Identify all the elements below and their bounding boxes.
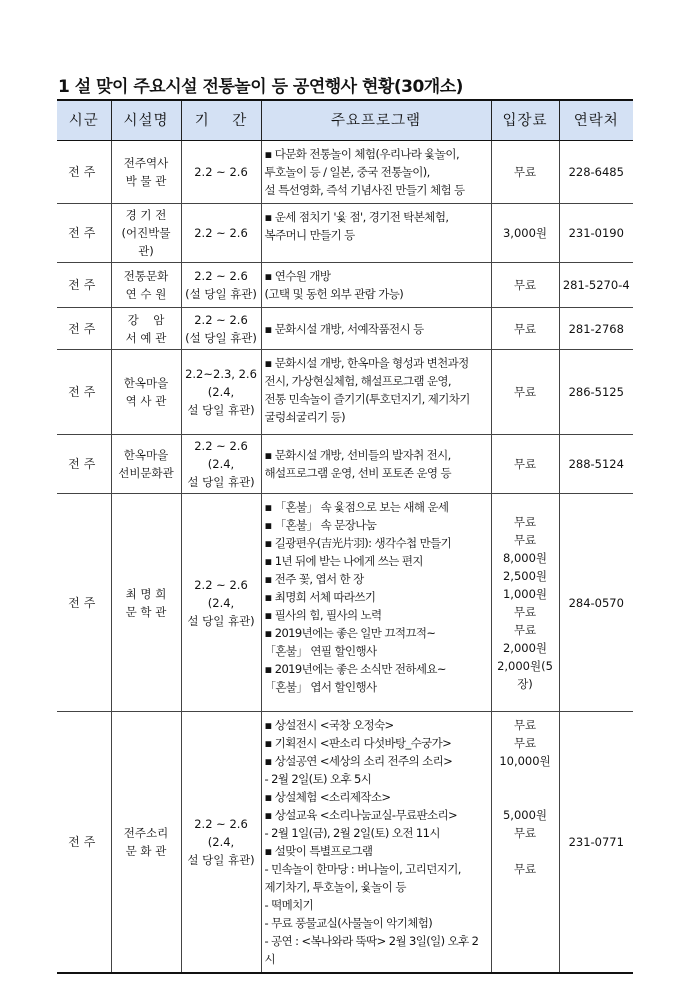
cell-program: ▪ 연수원 개방 (고택 및 동헌 외부 관람 가능)	[261, 263, 491, 308]
cell-city: 전주	[57, 204, 111, 263]
cell-period: 2.2 ~ 2.6 (2.4, 설 당일 휴관)	[181, 494, 261, 712]
cell-fee: 무료	[491, 141, 559, 204]
cell-facility: 경 기 전 (어진박물관)	[111, 204, 181, 263]
cell-contact: 231-0771	[559, 712, 633, 974]
cell-city: 전주	[57, 712, 111, 974]
cell-contact: 281-5270-4	[559, 263, 633, 308]
header-row	[57, 100, 633, 141]
table-row	[57, 712, 633, 974]
cell-fee: 무료 무료 8,000원 2,500원 1,000원 무료 무료 2,000원 2,000원(5장)	[491, 494, 559, 712]
cell-city: 전주	[57, 308, 111, 350]
cell-facility: 강 암 서 예 관	[111, 308, 181, 350]
table-row	[57, 350, 633, 435]
cell-facility: 최 명 희 문 학 관	[111, 494, 181, 712]
header-fee: 입장료	[491, 100, 559, 141]
table-row	[57, 263, 633, 308]
cell-contact: 281-2768	[559, 308, 633, 350]
cell-program: ▪ 운세 점치기 '윷 점', 경기전 탁본체험, 복주머니 만들기 등	[261, 204, 491, 263]
cell-facility: 전통문화 연 수 원	[111, 263, 181, 308]
cell-period: 2.2 ~ 2.6	[181, 141, 261, 204]
cell-facility: 한옥마을 역 사 관	[111, 350, 181, 435]
cell-city: 전주	[57, 435, 111, 494]
cell-city: 전주	[57, 350, 111, 435]
header-facility: 시설명	[111, 100, 181, 141]
cell-program: ▪ 상설전시 <국창 오정숙> ▪ 기획전시 <판소리 다섯바탕_수궁가> ▪ 상설공연 <세상의 소리 전주의 소리> - 2월 2일(토) 오후 5시 ▪ 상설체험 <소리제작소> ▪ 상설교육 <소리나눔교실-무료판소리> - 2월 1일(금), 2월 2일(토) 오전 11시 ▪ 설맞이 특별프로그램 - 민속놀이 한마당 : 버나놀이, 고리던지기, 제기차기, 투호놀이, 윷놀이 등 - 떡메치기 - 무료 풍물교실(사물놀이 악기체험) - 공연 : <복나와라 뚝딱> 2월 3일(일) 오후 2시	[261, 712, 491, 974]
cell-city: 전주	[57, 141, 111, 204]
cell-facility: 한옥마을 선비문화관	[111, 435, 181, 494]
cell-facility: 전주소리 문 화 관	[111, 712, 181, 974]
header-period: 기 간	[181, 100, 261, 141]
cell-contact: 284-0570	[559, 494, 633, 712]
table-row	[57, 435, 633, 494]
cell-fee: 무료	[491, 350, 559, 435]
cell-program: ▪ 문화시설 개방, 선비들의 발자취 전시, 해설프로그램 운영, 선비 포토존 운영 등	[261, 435, 491, 494]
cell-program: ▪ 다문화 전통놀이 체험(우리나라 윷놀이, 투호놀이 등 / 일본, 중국 전통놀이), 설 특선영화, 즉석 기념사진 만들기 체험 등	[261, 141, 491, 204]
cell-program: ▪ 문화시설 개방, 서예작품전시 등	[261, 308, 491, 350]
cell-period: 2.2 ~ 2.6	[181, 204, 261, 263]
cell-fee: 무료 무료 10,000원 5,000원 무료 무료	[491, 712, 559, 974]
cell-fee: 무료	[491, 435, 559, 494]
table-row	[57, 204, 633, 263]
cell-period: 2.2 ~ 2.6 (설 당일 휴관)	[181, 308, 261, 350]
cell-period: 2.2 ~ 2.6 (2.4, 설 당일 휴관)	[181, 435, 261, 494]
table-row	[57, 141, 633, 204]
cell-contact: 228-6485	[559, 141, 633, 204]
header-city: 시군	[57, 100, 111, 141]
table-row	[57, 494, 633, 712]
cell-program: ▪ 문화시설 개방, 한옥마을 형성과 변천과정 전시, 가상현실체험, 해설프로그램 운영, 전통 민속놀이 즐기기(투호던지기, 제기차기 굴렁쇠굴리기 등)	[261, 350, 491, 435]
cell-contact: 288-5124	[559, 435, 633, 494]
cell-city: 전주	[57, 494, 111, 712]
cell-facility: 전주역사 박 물 관	[111, 141, 181, 204]
cell-period: 2.2~2.3, 2.6 (2.4, 설 당일 휴관)	[181, 350, 261, 435]
cell-fee: 무료	[491, 308, 559, 350]
cell-period: 2.2 ~ 2.6 (2.4, 설 당일 휴관)	[181, 712, 261, 974]
events-table	[57, 99, 633, 974]
cell-fee: 3,000원	[491, 204, 559, 263]
header-contact: 연락처	[559, 100, 633, 141]
cell-city: 전주	[57, 263, 111, 308]
cell-program: ▪ 「혼불」 속 윷점으로 보는 새해 운세 ▪ 「혼불」 속 문장나눔 ▪ 길광편우(吉光片羽): 생각수첩 만들기 ▪ 1년 뒤에 받는 나에게 쓰는 편지 ▪ 전주 꽃, 엽서 한 장 ▪ 최명희 서체 따라쓰기 ▪ 필사의 힘, 필사의 노력 ▪ 2019년에는 좋은 일만 끄적끄적~ 「혼불」 연필 할인행사 ▪ 2019년에는 좋은 소식만 전하세요~ 「혼불」 엽서 할인행사	[261, 494, 491, 712]
table-row	[57, 308, 633, 350]
cell-period: 2.2 ~ 2.6 (설 당일 휴관)	[181, 263, 261, 308]
page-title: 1 설 맞이 주요시설 전통놀이 등 공연행사 현황(30개소)	[58, 77, 463, 97]
cell-contact: 231-0190	[559, 204, 633, 263]
cell-fee: 무료	[491, 263, 559, 308]
header-program: 주요프로그램	[261, 100, 491, 141]
cell-contact: 286-5125	[559, 350, 633, 435]
